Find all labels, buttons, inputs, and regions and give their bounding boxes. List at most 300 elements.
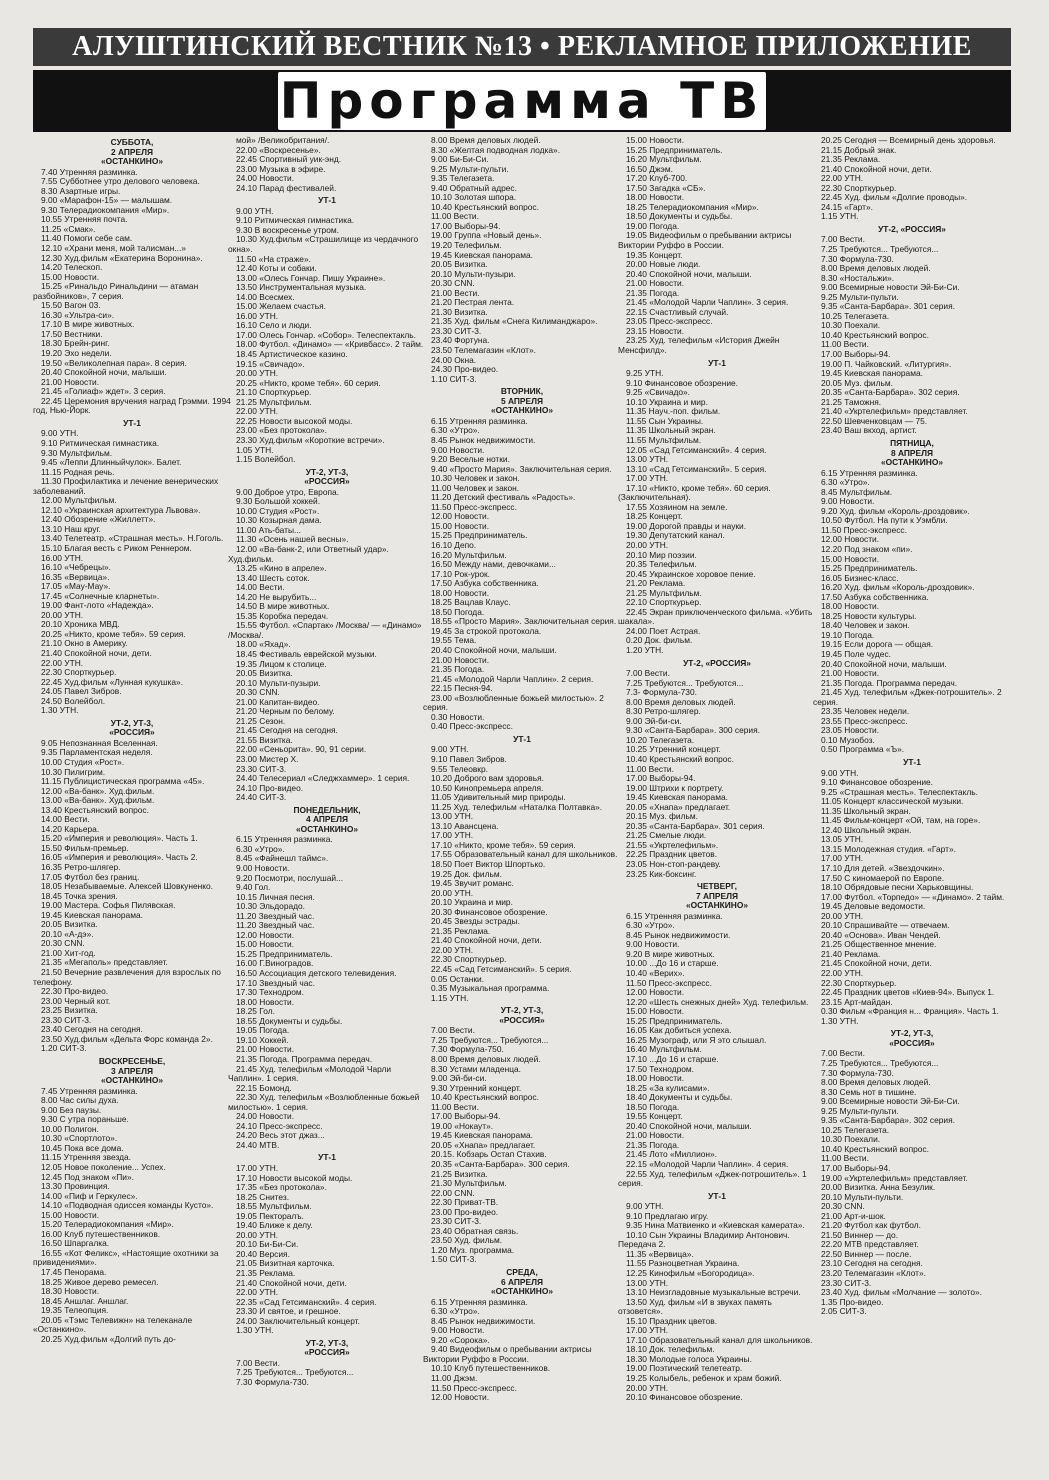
program-listing: мой» /Великобритания/.: [236, 136, 330, 145]
program-listing: 23.05 Пресс-экспресс.: [626, 316, 713, 327]
program-listing: 0.05 Останки.: [431, 973, 485, 984]
program-listing: 7.30 Формула-730.: [821, 1067, 894, 1078]
schedule-block: [33, 1057, 231, 1344]
program-listing: 21.35 Погода.: [626, 1139, 680, 1150]
program-listing: 22.50 Виннер — после.: [821, 1248, 912, 1259]
program-listing: 11.20 Звездный час.: [236, 920, 315, 931]
program-listing: 8.00 Час силы духа.: [41, 1095, 119, 1106]
program-listing: 18.00 Новости.: [431, 587, 490, 598]
program-listing: 23.10 Сегодня на сегодня.: [821, 1258, 923, 1269]
schedule-block: [813, 136, 1011, 222]
program-listing: 21.05 Визитная карточка.: [236, 1258, 335, 1269]
program-listing: 23.05 Новости.: [821, 725, 880, 736]
program-listing: 22.45 Спортивный уик-энд.: [236, 154, 342, 165]
program-listing: 7.30 Формула-730.: [821, 253, 894, 264]
program-listing: 12.00 Новости.: [821, 534, 880, 545]
program-listing: 17.00 УТН.: [626, 473, 669, 484]
program-listing: 18.45 Аншлаг. Аншлаг.: [41, 1295, 129, 1306]
program-listing: 22.00 УТН.: [41, 657, 84, 668]
program-listing: 12.00 Новости.: [431, 1392, 490, 1403]
program-listing: 1.30 УТН.: [41, 705, 79, 716]
program-listing: 19.45 Деловые ведомости.: [821, 901, 926, 912]
schedule-column-3: [423, 136, 621, 1476]
program-listing: 9.40 Гол.: [236, 882, 271, 893]
program-listing: 18.55 «Просто Мария». Заключительная серия.: [431, 616, 617, 627]
program-listing: 18.00 Футбол. «Динамо» — «Кривбасс». 2 тайм.: [236, 339, 424, 350]
program-listing: 10.10 Золотая шпора.: [431, 192, 517, 203]
program-listing: 17.00 Выборы-94.: [626, 773, 696, 784]
program-listing: 2.05 СИТ-3.: [821, 1306, 867, 1317]
program-listing: 23.30 Худ.фильм «Короткие встречи».: [236, 434, 385, 445]
program-listing: 9.45 «Леппи Длинныйчулок». Балет.: [41, 457, 182, 468]
channel-heading: УТ-1: [318, 195, 336, 206]
program-listing: 15.25 Предприниматель.: [821, 563, 918, 574]
program-listing: 21.20 Пестрая лента.: [431, 297, 515, 308]
program-listing: 11.20 Детский фестиваль «Радость».: [431, 492, 576, 503]
program-listing: 17.00 УТН.: [236, 1162, 279, 1173]
program-listing: 8.45 Мультфильм.: [821, 486, 893, 497]
program-listing: 22.00 «Воскресенье».: [236, 144, 321, 155]
channel-heading: ПЯТНИЦА, 8 АПРЕЛЯ «ОСТАНКИНО»: [880, 437, 944, 468]
program-listing: 13.10 Неизгладовные музыкальные встречи.: [626, 1287, 801, 1298]
program-listing: 11.00 Вести.: [821, 1153, 869, 1164]
schedule-block: [423, 1006, 621, 1265]
program-listing: 19.00 «Нокаут».: [431, 1120, 494, 1131]
program-listing: 20.30 CNN.: [431, 278, 475, 289]
channel-heading: ПОНЕДЕЛЬНИК, 4 АПРЕЛЯ «ОСТАНКИНО»: [293, 804, 361, 834]
schedule-block: [423, 735, 621, 1003]
program-listing: 13.40 Шесть соток.: [236, 572, 310, 583]
program-listing: 18.25 Гол.: [236, 1006, 275, 1017]
program-listing: 12.20 Под знаком «пи».: [821, 543, 913, 554]
program-listing: 10.40 Крестьянский вопрос.: [431, 201, 539, 212]
program-listing: 10.40 Крестьянский вопрос.: [431, 1092, 539, 1103]
program-listing: 18.00 Новости.: [236, 996, 295, 1007]
program-listing: 21.45 Худ. телефильм «Джек-потрошитель». 2 серия.: [813, 687, 1002, 707]
program-listing: 6.15 Утренняя разминка.: [236, 834, 333, 845]
program-listing: 9.25 «Свичадо».: [626, 387, 691, 398]
program-listing: 9.35 Телегазета.: [431, 173, 495, 184]
program-listing: 19.40 Ближе к делу.: [236, 1220, 313, 1231]
program-listing: 17.50 Азбука собственника.: [821, 591, 929, 602]
program-listing: 9.00 Всемирные новости Эй-Би-Си.: [821, 282, 960, 293]
program-listing: 24.10 Пресс-экспресс.: [236, 1120, 323, 1131]
program-listing: 14.00 Вести.: [41, 814, 90, 825]
program-listing: 6.15 Утренняя разминка.: [431, 415, 528, 426]
channel-heading: УТ-2, УТ-3, «РОССИЯ»: [304, 466, 350, 487]
schedule-block: [33, 719, 231, 1054]
program-listing: 14.50 В мире животных.: [236, 601, 330, 612]
program-listing: 9.35 Нина Матвиенко и «Киевская камерата».: [626, 1220, 805, 1231]
program-listing: 18.10 Обрядовые песни Харьковщины.: [821, 882, 974, 893]
program-listing: 17.00 Олесь Гончар. «Собор». Телеспектакль.: [236, 329, 416, 340]
program-listing: 9.25 «Страшная месть». Телеспектакль.: [821, 786, 978, 797]
program-listing: 9.00 Новости.: [821, 496, 875, 507]
program-listing: 7.25 Требуются... Требуются...: [821, 244, 939, 255]
program-listing: 18.55 Мультфильм.: [236, 1201, 312, 1212]
program-listing: 16.05 Бизнес-класс.: [821, 572, 899, 583]
newspaper-banner: АЛУШТИНСКИЙ ВЕСТНИК №13 • РЕКЛАМНОЕ ПРИЛОЖЕНИЕ: [33, 28, 1011, 66]
program-listing: 12.10 «Храни меня, мой талисман...»: [41, 243, 186, 254]
program-listing: 19.35 Телеопция.: [41, 1305, 109, 1316]
program-listing: 23.00 Черный кот.: [41, 995, 111, 1006]
program-listing: 9.00 Новости.: [431, 1325, 485, 1336]
program-listing: 9.25 Мульти-пульти.: [821, 1105, 899, 1116]
program-listing: 21.35 Реклама.: [236, 1267, 296, 1278]
program-listing: 13.00 УТН.: [626, 454, 669, 465]
program-listing: 19.30 Депутатский канал.: [626, 530, 725, 541]
program-listing: 21.10 Спорткурьер.: [236, 387, 312, 398]
schedule-block: [228, 806, 426, 1151]
schedule-block: [618, 359, 816, 656]
program-listing: 12.00 Мультфильм.: [41, 495, 117, 506]
program-listing: 21.40 Спокойной ночи, дети.: [431, 935, 542, 946]
program-listing: 15.50 Фильм-премьер.: [41, 842, 129, 853]
program-listing: 20.10 Мульти-пульти.: [821, 1191, 904, 1202]
program-listing: 1.20 Муз. программа.: [431, 1244, 515, 1255]
program-listing: 9.35 «Санта-Барбара». 302 серия.: [821, 1115, 955, 1126]
program-listing: 15.25 Предприниматель.: [626, 144, 723, 155]
program-listing: 6.30 «Утро».: [821, 477, 870, 488]
program-listing: 20.40 Версия.: [236, 1248, 290, 1259]
program-listing: 19.05 Пекторалъ.: [236, 1210, 304, 1221]
program-listing: 24.50 Волейбол.: [41, 695, 106, 706]
program-listing: 17.55 Образовательный канал для школьников.: [431, 849, 618, 860]
program-listing: 1.20 УТН.: [626, 644, 664, 655]
program-listing: 9.20 Худ. фильм «Король-дроздовик».: [821, 505, 970, 516]
program-listing: 23.20 Телемагазин «Клот».: [821, 1267, 926, 1278]
program-listing: 18.10 Док. телефильм.: [626, 1344, 715, 1355]
program-listing: 8.00 Время деловых людей.: [821, 1077, 931, 1088]
schedule-block: [33, 419, 231, 716]
program-listing: 15.00 Новости.: [821, 553, 880, 564]
program-listing: 9.20 В мире животных.: [626, 948, 715, 959]
program-listing: 14.20 Не вырубить...: [236, 591, 317, 602]
program-listing: 16.05 «Империя и революция». Часть 2.: [41, 852, 198, 863]
program-listing: 9.00 Всемирные новости Эй-Би-Си.: [821, 1096, 960, 1107]
program-listing: 18.25 Телерадиокомпания «Мир».: [626, 201, 759, 212]
program-listing: 12.05 «Сад Гетсиманский». 4 серия.: [626, 444, 767, 455]
page-title: [33, 70, 1011, 132]
program-listing: 19.45 Киевская панорама.: [41, 909, 143, 920]
program-listing: 19.00 «Укртелефильм» представляет.: [821, 1172, 968, 1183]
program-listing: 17.10 Для детей. «Звездочкин».: [821, 863, 945, 874]
program-listing: 16.40 Мультфильм.: [626, 1044, 702, 1055]
program-listing: 20.25 Худ.фильм «Долгий путь до-: [41, 1333, 176, 1344]
program-listing: 23.35 Человек недели.: [821, 706, 910, 717]
program-listing: 20.00 УТН.: [431, 887, 474, 898]
program-listing: 9.35 Парламентская неделя.: [41, 747, 153, 758]
program-listing: 9.20 Посмотри, послушай...: [236, 872, 344, 883]
program-listing: 23.05 Нон-стоп-рандеву.: [626, 859, 721, 870]
schedule-block: [33, 138, 231, 416]
program-listing: 9.30 «Санта-Барбара». 300 серия.: [626, 725, 760, 736]
program-listing: 20.10 Спрашивайте — отвечаем.: [821, 920, 950, 931]
program-listing: 17.00 Выборы-94.: [821, 1162, 891, 1173]
schedule-block: [228, 136, 426, 193]
program-listing: 19.55 Концерт.: [626, 1111, 683, 1122]
program-listing: 11.05 Удивительный мир природы.: [431, 792, 566, 803]
program-listing: 15.25 Предприниматель.: [626, 1015, 723, 1026]
program-listing: 19.15 «Свичадо».: [236, 358, 305, 369]
program-listing: 21.40 Спокойной ночи, дети.: [821, 163, 932, 174]
program-listing: 17.10 Образовательный канал для школьников.: [626, 1334, 813, 1345]
schedule-block: [813, 225, 1011, 436]
program-listing: 18.05 Незабываемые. Алексей Шовкуненко.: [41, 881, 213, 892]
program-listing: 17.00 Футбол. «Торпедо» — «Динамо». 2 тайм.: [821, 891, 1005, 902]
program-listing: 18.00 Новости.: [821, 601, 880, 612]
program-listing: 15.00 Новости.: [41, 1209, 100, 1220]
program-listing: 21.00 Новости.: [41, 376, 100, 387]
program-listing: 23.30 СИТ-3.: [821, 1277, 872, 1288]
program-listing: 18.50 Погода.: [431, 606, 485, 617]
program-listing: 10.30 «Спортлото».: [41, 1133, 118, 1144]
program-listing: 15.00 Новости.: [431, 520, 490, 531]
program-listing: 21.00 Новости.: [626, 1130, 685, 1141]
program-listing: 17.00 Выборы-94.: [821, 349, 891, 360]
program-listing: 16.05 Как добиться успеха.: [626, 1025, 732, 1036]
program-listing: 20.00 Новые люди.: [626, 259, 701, 270]
program-listing: 15.00 Новости.: [236, 939, 295, 950]
schedule-column-2: [228, 136, 426, 1476]
program-listing: 10.10 Сын Украины Владимир Антонович. Передача 2.: [618, 1229, 790, 1250]
program-listing: 23.40 Ваш вкход, артист.: [821, 425, 917, 436]
program-listing: 7.25 Требуются... Требуются...: [821, 1057, 939, 1068]
program-listing: 17.55 Хозяином на земле.: [626, 501, 728, 512]
program-listing: 16.00 УТН.: [41, 552, 84, 563]
program-listing: 11.55 Сын Украины.: [626, 415, 704, 426]
program-listing: 18.50 Документы и судьбы.: [626, 211, 733, 222]
program-listing: 22.00 «Сеньорита». 90, 91 серии.: [236, 744, 367, 755]
program-listing: 9.00 Доброе утро, Европа.: [236, 486, 340, 497]
program-listing: 10.00 ...До 16 и старше.: [626, 958, 719, 969]
program-listing: 11.00 Человек и закон.: [431, 482, 520, 493]
program-listing: 23.50 Худ. фильм.: [431, 1235, 503, 1246]
program-listing: 17.05 «Мау-Мау».: [41, 581, 111, 592]
program-listing: 21.50 Вечерние развлечения для взрослых по телефону.: [33, 967, 221, 987]
schedule-block: [618, 136, 816, 356]
program-listing: 14.00 Всесмех.: [236, 291, 295, 302]
program-listing: 15.20 «Империя и революция». Часть 1.: [41, 833, 198, 844]
program-listing: 10.30 Поехали.: [821, 320, 881, 331]
program-listing: 22.55 Худ. телефильм «Джек-потрошитель». 1 серия.: [618, 1168, 807, 1189]
program-listing: 9.30 Телерадиокомпания «Мир».: [41, 204, 170, 215]
program-listing: 13.25 «Кино в апреле».: [236, 563, 327, 574]
program-listing: 22.45 Худ.фильм «Лунная кукушка».: [41, 676, 184, 687]
program-listing: 20.10 Мульти-пузыри.: [431, 268, 516, 279]
program-listing: 12.40 Школьный экран.: [821, 824, 912, 835]
program-listing: 20.40 Спокойной ночи, малыши.: [626, 268, 752, 279]
channel-heading: УТ-2, УТ-3, «РОССИЯ»: [109, 717, 155, 738]
program-listing: 16.30 «Ультра-си».: [41, 309, 115, 320]
program-listing: 19.00 П. Чайковский. «Литургия».: [821, 358, 952, 369]
program-listing: 20.10 Мульти-пузыри.: [236, 677, 321, 688]
program-listing: 17.00 УТН.: [626, 1325, 669, 1336]
program-listing: 11.30 Профилактика и лечение венерических заболеваний.: [33, 476, 219, 496]
program-listing: 11.00 Вести.: [821, 339, 869, 350]
program-listing: 18.45 Артистическое казино.: [236, 349, 348, 360]
program-listing: 17.35 «Без протокола».: [236, 1182, 327, 1193]
program-listing: 22.00 УТН.: [821, 173, 864, 184]
program-listing: 18.25 Живое дерево ремесел.: [41, 1276, 159, 1287]
program-listing: 10.00 Полигон.: [41, 1123, 99, 1134]
program-listing: 20.45 Звезды эстрады.: [431, 916, 520, 927]
program-listing: 12.20 «Шесть снежных дней» Худ. телефильм.: [626, 996, 809, 1007]
program-listing: 20.10 Би-Би-Си.: [236, 1239, 299, 1250]
program-listing: 20.00 УТН.: [41, 609, 84, 620]
program-listing: 9.00 Новости.: [236, 863, 290, 874]
program-listing: 17.50 Вестники.: [41, 328, 103, 339]
program-listing: 11.45 Фильм-концерт «Ой, там, на горе».: [821, 815, 981, 826]
program-listing: 6.15 Утренняя разминка.: [431, 1296, 528, 1307]
program-listing: 21.50 Виннер — до.: [821, 1229, 899, 1240]
program-listing: 18.25 «За кулисами».: [626, 1082, 710, 1093]
program-listing: 20.05 «Хнапа» предлагает.: [431, 1139, 536, 1150]
channel-heading: СУББОТА, 2 АПРЕЛЯ «ОСТАНКИНО»: [100, 137, 164, 167]
program-listing: 11.35 Школьный экран.: [626, 425, 716, 436]
program-listing: 10.30 Козырная дама.: [236, 515, 322, 526]
program-listing: 10.40 «Верих».: [626, 968, 685, 979]
program-listing: 9.00 Новости.: [431, 444, 485, 455]
program-listing: 10.40 Крестьянский вопрос.: [626, 754, 734, 764]
program-listing: 10.30 Худ.фильм «Страшилище из чердачного окна».: [228, 234, 419, 255]
program-listing: 22.00 CNN.: [431, 1187, 475, 1198]
program-listing: 9.10 Ритмическая гимнастика.: [236, 215, 355, 226]
program-listing: 17.45 Пенорама.: [41, 1266, 107, 1277]
program-listing: 14.10 «Подводная одиссея команды Кусто».: [41, 1200, 214, 1211]
program-listing: 21.25 Смелые люди.: [626, 830, 707, 841]
program-listing: 17.10 Рок-урок.: [431, 568, 491, 579]
program-listing: 10.25 Телегазета.: [821, 310, 890, 321]
program-listing: 9.30 Утренний концерт.: [431, 1082, 522, 1093]
schedule-block: [423, 136, 621, 384]
program-listing: 14.00 Вести.: [236, 582, 285, 593]
program-listing: 24.00 Новости.: [236, 173, 295, 184]
program-listing: 21.40 «Укртелефильм» представляет.: [821, 406, 968, 417]
channel-heading: УТ-1: [513, 733, 531, 744]
program-listing: 16.35 Ретро-шлягер.: [41, 862, 121, 873]
program-listing: 17.10 В мире животных.: [41, 319, 135, 330]
program-listing: 1.50 СИТ-3.: [431, 1254, 477, 1265]
program-listing: 11.50 Пресс-экспресс.: [626, 977, 712, 988]
program-listing: 14.20 Карьера.: [41, 823, 100, 834]
program-listing: 1.15 Волейбол.: [236, 454, 296, 465]
program-listing: 20.05 «Хнапа» предлагает.: [626, 801, 731, 812]
program-listing: 23.40 Обратная связь.: [431, 1225, 519, 1236]
channel-heading: УТ-1: [708, 357, 726, 368]
program-listing: 9.00 Би-Би-Си.: [431, 154, 489, 165]
program-listing: 7.25 Требуются... Требуются...: [626, 677, 744, 688]
program-listing: 7.00 Вести.: [821, 1048, 865, 1059]
program-listing: 15.55 Футбол. «Спартак» /Москва/ — «Динамо» /Москва/.: [228, 620, 422, 640]
program-listing: 11.30 «Осень нашей весны».: [236, 534, 349, 545]
program-listing: 15.25 Предприниматель.: [236, 948, 333, 959]
program-listing: 22.45 Церемония вручения наград Грэмми. 1994 год, Нью-Йорк.: [33, 395, 231, 416]
program-listing: 6.15 Утренняя разминка.: [626, 910, 723, 921]
program-listing: 24.10 Парад фестивалей.: [236, 182, 337, 193]
program-listing: 15.00 Новости.: [41, 271, 100, 282]
program-listing: 20.25 «Никто, кроме тебя». 60 серия.: [236, 377, 381, 388]
program-listing: 7.00 Вести.: [821, 234, 865, 245]
program-listing: 19.35 Лицом к столице.: [236, 658, 327, 669]
program-listing: 7.3- Формула-730.: [626, 687, 697, 698]
program-listing: 10.20 Доброго вам здоровья.: [431, 773, 544, 784]
program-listing: 10.15 Личная песня.: [236, 891, 315, 902]
program-listing: 8.30 Азартные игры.: [41, 185, 121, 196]
program-listing: 20.40 Спокойной ночи, малыши.: [626, 1120, 752, 1131]
program-listing: 22.45 «Сад Гетсиманский». 5 серия.: [431, 964, 572, 975]
program-listing: 19.45 Киевская панорама.: [821, 368, 923, 379]
program-listing: 23.50 Телемагазин «Клот».: [431, 345, 536, 356]
program-listing: 17.30 Технодром.: [236, 987, 304, 998]
program-listing: 16.55 «Кот Феликс», «Настоящие охотники за привидениями».: [33, 1247, 219, 1268]
program-listing: 24.00 Новости.: [236, 1111, 295, 1122]
program-listing: 11.00 Ать-баты...: [236, 524, 301, 535]
program-listing: 13.40 Крестьянский вопрос.: [41, 804, 149, 815]
program-listing: 22.45 Экран приключенческого фильма. «Убить шакала».: [618, 606, 813, 627]
program-listing: 17.10 «Никто, кроме тебя». 59 серия.: [431, 839, 576, 850]
program-listing: 16.50 Джэм.: [626, 163, 673, 174]
program-listing: 10.50 Кинопремьера апреля.: [431, 782, 544, 793]
program-listing: 10.00 Студия «Рост».: [236, 505, 320, 516]
program-listing: 19.45 Звучит романс.: [431, 878, 514, 889]
program-listing: 21.00 Капитан-видео.: [236, 696, 320, 707]
program-listing: 21.00 Новости.: [431, 654, 490, 665]
program-listing: 0.30 Новости.: [431, 711, 485, 722]
program-listing: 19.25 Док. фильм.: [431, 868, 502, 879]
program-listing: 11.25 Худ. телефильм «Наталка Полтавка».: [431, 801, 603, 812]
program-listing: 1.30 УТН.: [236, 1325, 274, 1336]
program-listing: 22.15 Бомонд.: [236, 1082, 292, 1093]
program-listing: 23.40 Фортуна.: [431, 335, 490, 346]
program-listing: 9.00 УТН.: [41, 428, 79, 439]
program-listing: 11.55 Разноцветная Украина.: [626, 1258, 740, 1269]
program-listing: 11.00 Вести.: [431, 211, 479, 222]
program-listing: 19.00 Погода.: [626, 220, 680, 231]
program-listing: 16.35 «Вервица».: [41, 571, 110, 582]
program-listing: 24.40 СИТ-3.: [236, 792, 287, 803]
program-listing: 6.30 «Утро».: [626, 920, 675, 931]
program-listing: 11.35 «Вервица».: [626, 1248, 694, 1259]
program-listing: 15.50 Вагон 03.: [41, 300, 101, 311]
program-listing: 13.30 Провинция.: [41, 1181, 110, 1192]
program-listing: 11.20 Звездный час.: [236, 910, 315, 921]
program-listing: 23.25 Худ. телефильм «История Джейн Менсфилд».: [618, 335, 780, 356]
program-listing: 21.00 Арт-и-шок.: [821, 1210, 886, 1221]
program-listing: 16.00 Клуб путешественников.: [41, 1228, 161, 1239]
program-listing: 18.55 Документы и судьбы.: [236, 1015, 343, 1026]
program-listing: 20.00 УТН.: [626, 1382, 669, 1393]
program-listing: 6.15 Утренняя разминка.: [821, 467, 918, 478]
program-listing: 21.45 «Голиаф» ждет». 3 серия.: [41, 386, 166, 397]
program-listing: 8.00 Время деловых людей.: [626, 696, 736, 707]
program-listing: 21.35 Погода. Программа передач.: [821, 677, 958, 688]
program-listing: 22.30 Приват-ТВ.: [431, 1197, 499, 1208]
program-listing: 20.30 Финансовое обозрение.: [431, 906, 548, 917]
channel-heading: УТ-2, «РОССИЯ»: [683, 657, 751, 668]
program-listing: 9.40 Видеофильм о пребывании актрисы Виктории Руффо в России.: [423, 1344, 592, 1364]
program-listing: 9.25 УТН.: [626, 368, 664, 379]
program-listing: 7.55 Субботнее утро делового человека.: [41, 176, 200, 187]
program-listing: 10.25 Утренний концерт.: [626, 744, 721, 755]
program-listing: 1.15 УТН.: [821, 211, 859, 222]
program-listing: 20.00 УТН.: [626, 539, 669, 550]
program-listing: 20.25 «Никто, кроме тебя». 59 серия.: [41, 628, 186, 639]
program-listing: 11.50 Пресс-экспресс.: [431, 1382, 517, 1393]
program-listing: 12.05 Новое поколение... Успех.: [41, 1161, 166, 1172]
program-listing: 12.00 «Ва-банк». Худ.фильм.: [41, 785, 155, 796]
program-listing: 15.25 «Ринальдо Ринальдини — атаман разбойников», 7 серия.: [33, 281, 199, 301]
